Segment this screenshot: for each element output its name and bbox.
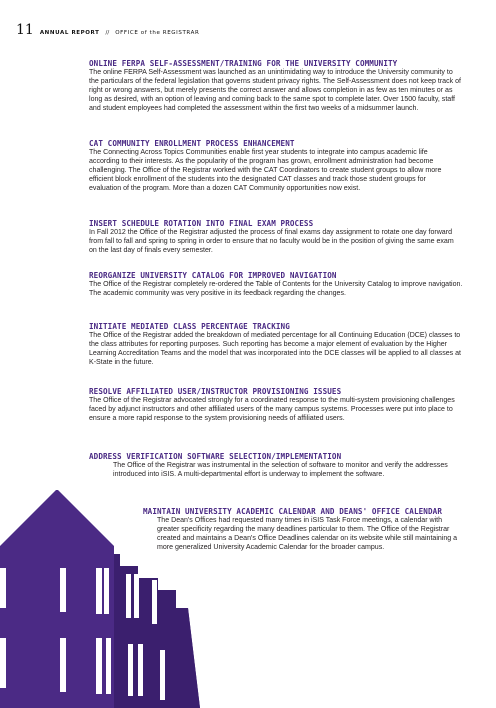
building-illustration bbox=[0, 488, 200, 708]
office-label: OFFICE of the REGISTRAR bbox=[115, 30, 200, 36]
section-body: The Office of the Registrar completely re-ordered the Table of Contents for the University Catalog to improve navigation. The academic community was very positive in its feedback regarding the changes. bbox=[89, 281, 463, 297]
report-label: ANNUAL REPORT bbox=[39, 30, 100, 36]
section-body: The Office of the Registrar added the breakdown of mediated percentage for all Continuing Education (DCE) classes to the class attributes for reporting purposes. Such reporting has become a major element of evaluation by the Higher Learning Accreditation Teams and the model that was incorporated into the DCE classes will be applied to all classes at K-State in the future. bbox=[89, 332, 461, 366]
section-title: INSERT SCHEDULE ROTATION INTO FINAL EXAM PROCESS bbox=[89, 219, 314, 228]
section-ferpa bbox=[89, 59, 464, 114]
section-title: CAT COMMUNITY ENROLLMENT PROCESS ENHANCEMENT bbox=[89, 139, 295, 148]
section-body: The Dean's Offices had requested many times in iSIS Task Force meetings, a calendar with greater specificity regarding the many deadlines particular to them. The Office of the Registrar created and maintains a Dean's Office Deadlines calendar on its website while still maintaining a more generalized University Academic Calendar for the broader campus. bbox=[157, 517, 458, 551]
section-final-exam bbox=[89, 219, 461, 256]
section-body: The online FERPA Self-Assessment was launched as an unintimidating way to introduce the University community to the particulars of the federal legislation that governs student privacy rights. The Self-Assessment does not keep track of right or wrong answers, but merely presents the correct answer and allows completion in as few as ten minutes or as long as desired, with an option of leaving and coming back to the same spot to complete later. Over 1500 faculty, staff and student employees had completed the assessment within the first two weeks of a midsummer launch. bbox=[89, 69, 461, 112]
section-body: The Office of the Registrar was instrumental in the selection of software to monitor and verify the addresses introduced into iSIS. A multi-departmental effort is underway to implement the software. bbox=[113, 462, 448, 478]
section-cat bbox=[89, 139, 458, 194]
section-title: RESOLVE AFFILIATED USER/INSTRUCTOR PROVISIONING ISSUES bbox=[89, 387, 342, 396]
section-address bbox=[89, 452, 464, 480]
section-title: ONLINE FERPA SELF-ASSESSMENT/TRAINING FOR THE UNIVERSITY COMMUNITY bbox=[89, 59, 398, 68]
section-title: INITIATE MEDIATED CLASS PERCENTAGE TRACKING bbox=[89, 322, 290, 331]
page-header bbox=[16, 22, 199, 38]
section-catalog bbox=[89, 271, 464, 299]
section-title: REORGANIZE UNIVERSITY CATALOG FOR IMPROVED NAVIGATION bbox=[89, 271, 337, 280]
section-body: The Connecting Across Topics Communities enable first year students to integrate into campus academic life according to their interests. As the popularity of the program has grown, enrollment administration had become challenging. The Office of the Registrar worked with the CAT Coordinators to create student groups to allow more efficient block enrollment of the students into the designated CAT classes and track those student groups for evaluation of the program. More than a dozen CAT Community opportunities now exist. bbox=[89, 149, 442, 192]
section-provisioning bbox=[89, 387, 462, 424]
section-title: MAINTAIN UNIVERSITY ACADEMIC CALENDAR AND DEANS' OFFICE CALENDAR bbox=[143, 507, 442, 516]
section-mediated bbox=[89, 322, 462, 368]
section-body: In Fall 2012 the Office of the Registrar adjusted the process of final exams day assignment to rotate one day forward from fall to fall and spring to spring in order to ensure that no faculty would be in the position of giving the same exam on the last day of finals every semester. bbox=[89, 229, 454, 254]
section-title: ADDRESS VERIFICATION SOFTWARE SELECTION/IMPLEMENTATION bbox=[89, 452, 342, 461]
page-number: 11 bbox=[16, 22, 34, 38]
section-body: The Office of the Registrar advocated strongly for a coordinated response to the multi-system provisioning challenges faced by adjunct instructors and other affiliated users of the many campus systems. Processes were put into place to ensure a more rapid response to the system provisioning needs of affiliated users. bbox=[89, 397, 455, 422]
header-separator: // bbox=[105, 30, 110, 36]
